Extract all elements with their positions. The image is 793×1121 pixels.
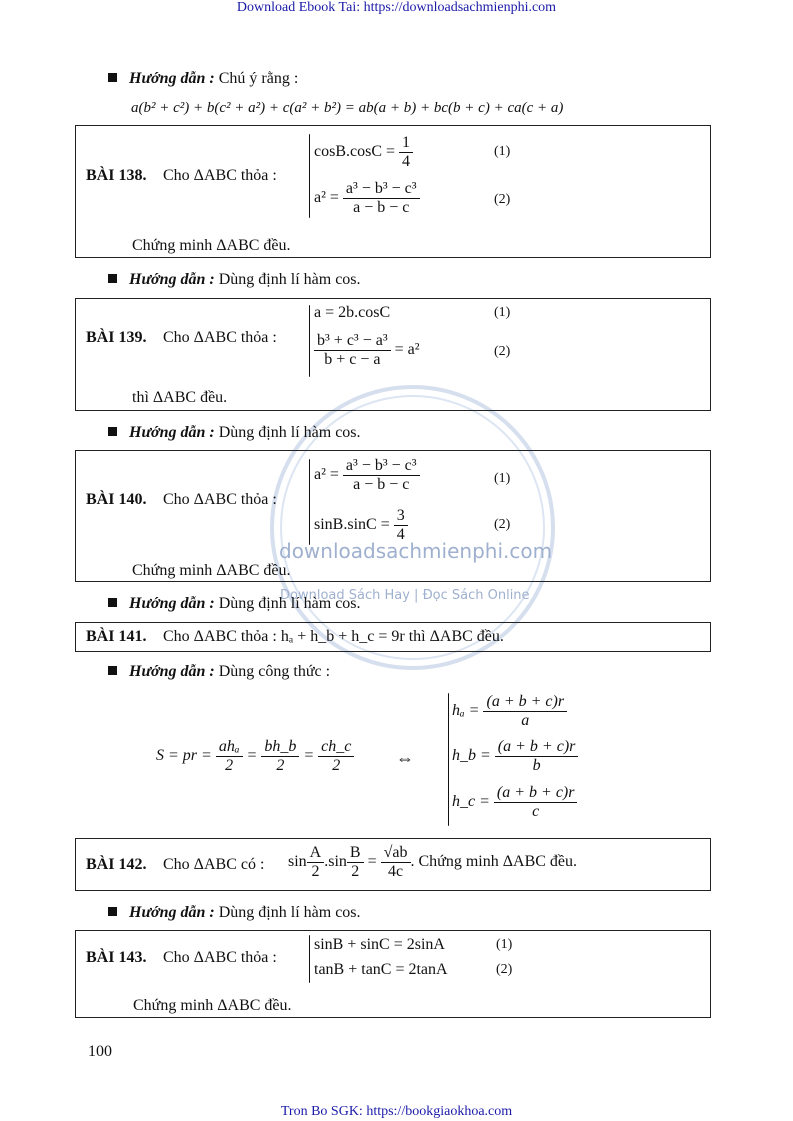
problem-139-label: BÀI 139. [86,329,147,346]
eq-number: (1) [496,937,513,952]
problem-143-eq1: sinB + sinC = 2sinA [314,936,445,953]
problem-142-lead: Cho ΔABC có : [163,856,265,873]
problem-139-conclusion: thì ΔABC đều. [132,389,228,406]
problem-140-label: BÀI 140. [86,491,147,508]
problem-141-text: Cho ΔABC thỏa : hₐ + h_b + h_c = 9r thì ΔABC đều. [163,628,504,645]
problem-138-eq2: a² = $\frac{\text{a³ − b³ − c³}}{a - b - c}$ [314,180,420,217]
problem-143-conclusion: Chứng minh ΔABC đều. [133,997,292,1014]
area-formula: S = pr = $\frac{\text{ahₐ}}{2}$ = $\frac{bh\_b}{2}$ = $\frac{ch\_c}{2}$ [156,738,354,775]
eq-number: (1) [494,471,511,486]
bullet-icon [108,427,117,436]
page-footer-link[interactable]: Tron Bo SGK: https://bookgiaokhoa.com [280,1104,513,1119]
hint-139: Hướng dẫn : Dùng định lí hàm cos. [108,424,361,442]
problem-138-label: BÀI 138. [86,167,147,184]
problem-138-box [75,125,711,258]
problem-140-box [75,450,711,582]
problem-142-formula: sin $\frac{A}{2}$ .sin $\frac{B}{2}$ = $\frac{√ab}{4c}$ . Chứng minh ΔABC đều. [288,844,578,880]
problem-143-label: BÀI 143. [86,949,147,966]
problem-142-label: BÀI 142. [86,856,147,873]
bullet-icon [108,73,117,82]
problem-142-box [75,838,711,891]
height-c-formula: h_c = $\frac{(a + b + c)r}{c}$ [452,784,577,821]
bullet-icon [108,598,117,607]
system-brace [309,134,310,218]
eq-number: (2) [496,962,513,977]
system-brace [309,459,310,545]
bullet-icon [108,666,117,675]
hint-141: Hướng dẫn : Dùng công thức : [108,663,330,681]
hint-140: Hướng dẫn : Dùng định lí hàm cos. [108,595,361,613]
system-brace [309,305,310,377]
watermark-tagline: Download Sách Hay | Đọc Sách Online [280,588,530,603]
problem-138-eq1: cosB.cosC = $\frac{1}{4}$ [314,134,413,171]
problem-138-lead: Cho ΔABC thỏa : [163,167,277,184]
problem-139-eq2: $\frac{\text{b³ + c³ − a³}}{b + c - a}$ = a² [314,332,420,369]
problem-140-lead: Cho ΔABC thỏa : [163,491,277,508]
eq-number: (1) [494,305,511,320]
page-header-link[interactable]: Download Ebook Tai: https://downloadsachmienphi.com [236,0,557,15]
bullet-icon [108,907,117,916]
system-brace [309,935,310,983]
height-b-formula: h_b = $\frac{(a + b + c)r}{b}$ [452,738,578,775]
hint-142: Hướng dẫn : Dùng định lí hàm cos. [108,904,361,922]
hint-138: Hướng dẫn : Dùng định lí hàm cos. [108,271,361,289]
equivalence-icon: ⇔ [396,748,414,768]
problem-138-conclusion: Chứng minh ΔABC đều. [132,237,291,254]
problem-140-eq1: a² = $\frac{\text{a³ − b³ − c³}}{a - b - c}$ [314,457,420,494]
height-a-formula: hₐ = $\frac{(a + b + c)r}{a}$ [452,693,567,730]
eq-number: (2) [494,517,511,532]
problem-143-eq2: tanB + tanC = 2tanA [314,961,448,978]
bullet-icon [108,274,117,283]
problem-141-label: BÀI 141. [86,628,147,645]
watermark-site: downloadsachmienphi.com [279,539,553,563]
eq-number: (1) [494,144,511,159]
eq-number: (2) [494,344,511,359]
problem-140-conclusion: Chứng minh ΔABC đều. [132,562,291,579]
identity-formula: a(b² + c²) + b(c² + a²) + c(a² + b²) = ab(a + b) + bc(b + c) + ca(c + a) [131,100,564,116]
problem-139-eq1: a = 2b.cosC [314,304,391,321]
problem-143-box [75,930,711,1018]
problem-143-lead: Cho ΔABC thỏa : [163,949,277,966]
eq-number: (2) [494,192,511,207]
problem-140-eq2: sinB.sinC = $\frac{3}{4}$ [314,507,408,544]
page-number: 100 [88,1043,112,1060]
intro-hint: Hướng dẫn : Chú ý rằng : [108,70,298,88]
problem-139-lead: Cho ΔABC thỏa : [163,329,277,346]
system-brace [448,693,449,826]
problem-139-box [75,298,711,411]
problem-141-box [75,622,711,652]
